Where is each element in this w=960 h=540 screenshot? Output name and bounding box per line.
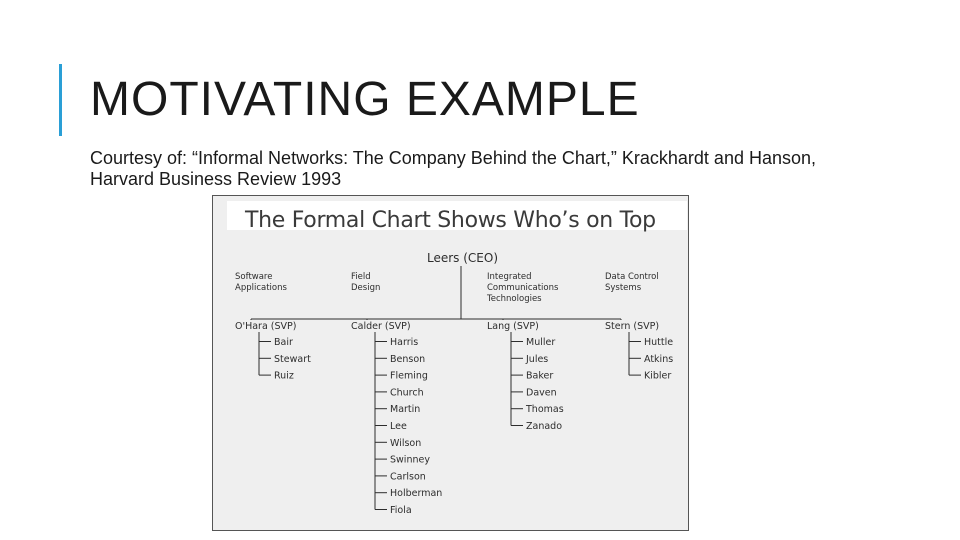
dept-label: Technologies bbox=[487, 294, 542, 304]
member-label: Thomas bbox=[526, 404, 564, 416]
member-label: Kibler bbox=[644, 370, 672, 382]
member-label: Atkins bbox=[644, 353, 674, 365]
member-label: Stewart bbox=[274, 353, 311, 365]
member-label: Bair bbox=[274, 337, 293, 348]
citation-text: Courtesy of: “Informal Networks: The Company Behind the Chart,” Krackhardt and Hanson, Harvard Business Review 1993 bbox=[90, 148, 817, 189]
slide-title: MOTIVATING EXAMPLE bbox=[90, 73, 640, 126]
member-label: Wilson bbox=[390, 437, 422, 449]
svp-label: Stern (SVP) bbox=[605, 321, 660, 332]
ceo-label: Leers (CEO) bbox=[427, 251, 499, 265]
member-label: Swinney bbox=[390, 454, 430, 466]
dept-label: Software bbox=[235, 272, 273, 282]
dept-label: Communications bbox=[487, 283, 559, 293]
member-label: Daven bbox=[526, 387, 557, 399]
member-label: Baker bbox=[526, 370, 554, 382]
member-label: Carlson bbox=[390, 471, 426, 483]
member-label: Huttle bbox=[644, 337, 674, 348]
member-label: Benson bbox=[390, 353, 426, 365]
title-accent-bar bbox=[59, 64, 62, 136]
member-label: Church bbox=[390, 387, 424, 399]
member-label: Harris bbox=[390, 337, 419, 348]
member-label: Fleming bbox=[390, 370, 428, 382]
dept-label: Integrated bbox=[487, 272, 532, 282]
member-label: Jules bbox=[526, 353, 549, 365]
dept-label: Systems bbox=[605, 283, 642, 293]
member-label: Muller bbox=[526, 337, 556, 348]
dept-label: Data Control bbox=[605, 272, 659, 282]
figure-title: The Formal Chart Shows Who’s on Top bbox=[245, 208, 656, 233]
svp-label: Calder (SVP) bbox=[351, 321, 411, 332]
svp-label: O'Hara (SVP) bbox=[235, 321, 297, 332]
member-label: Ruiz bbox=[274, 370, 294, 382]
member-label: Martin bbox=[390, 404, 421, 416]
member-label: Fiola bbox=[390, 505, 412, 516]
org-chart-figure bbox=[212, 195, 689, 531]
dept-label: Applications bbox=[235, 283, 287, 293]
member-label: Lee bbox=[390, 421, 407, 432]
svp-label: Lang (SVP) bbox=[487, 321, 539, 332]
org-chart bbox=[213, 196, 689, 531]
member-label: Holberman bbox=[390, 488, 443, 500]
dept-label: Field bbox=[351, 272, 371, 282]
member-label: Zanado bbox=[526, 421, 563, 432]
dept-label: Design bbox=[351, 283, 381, 293]
